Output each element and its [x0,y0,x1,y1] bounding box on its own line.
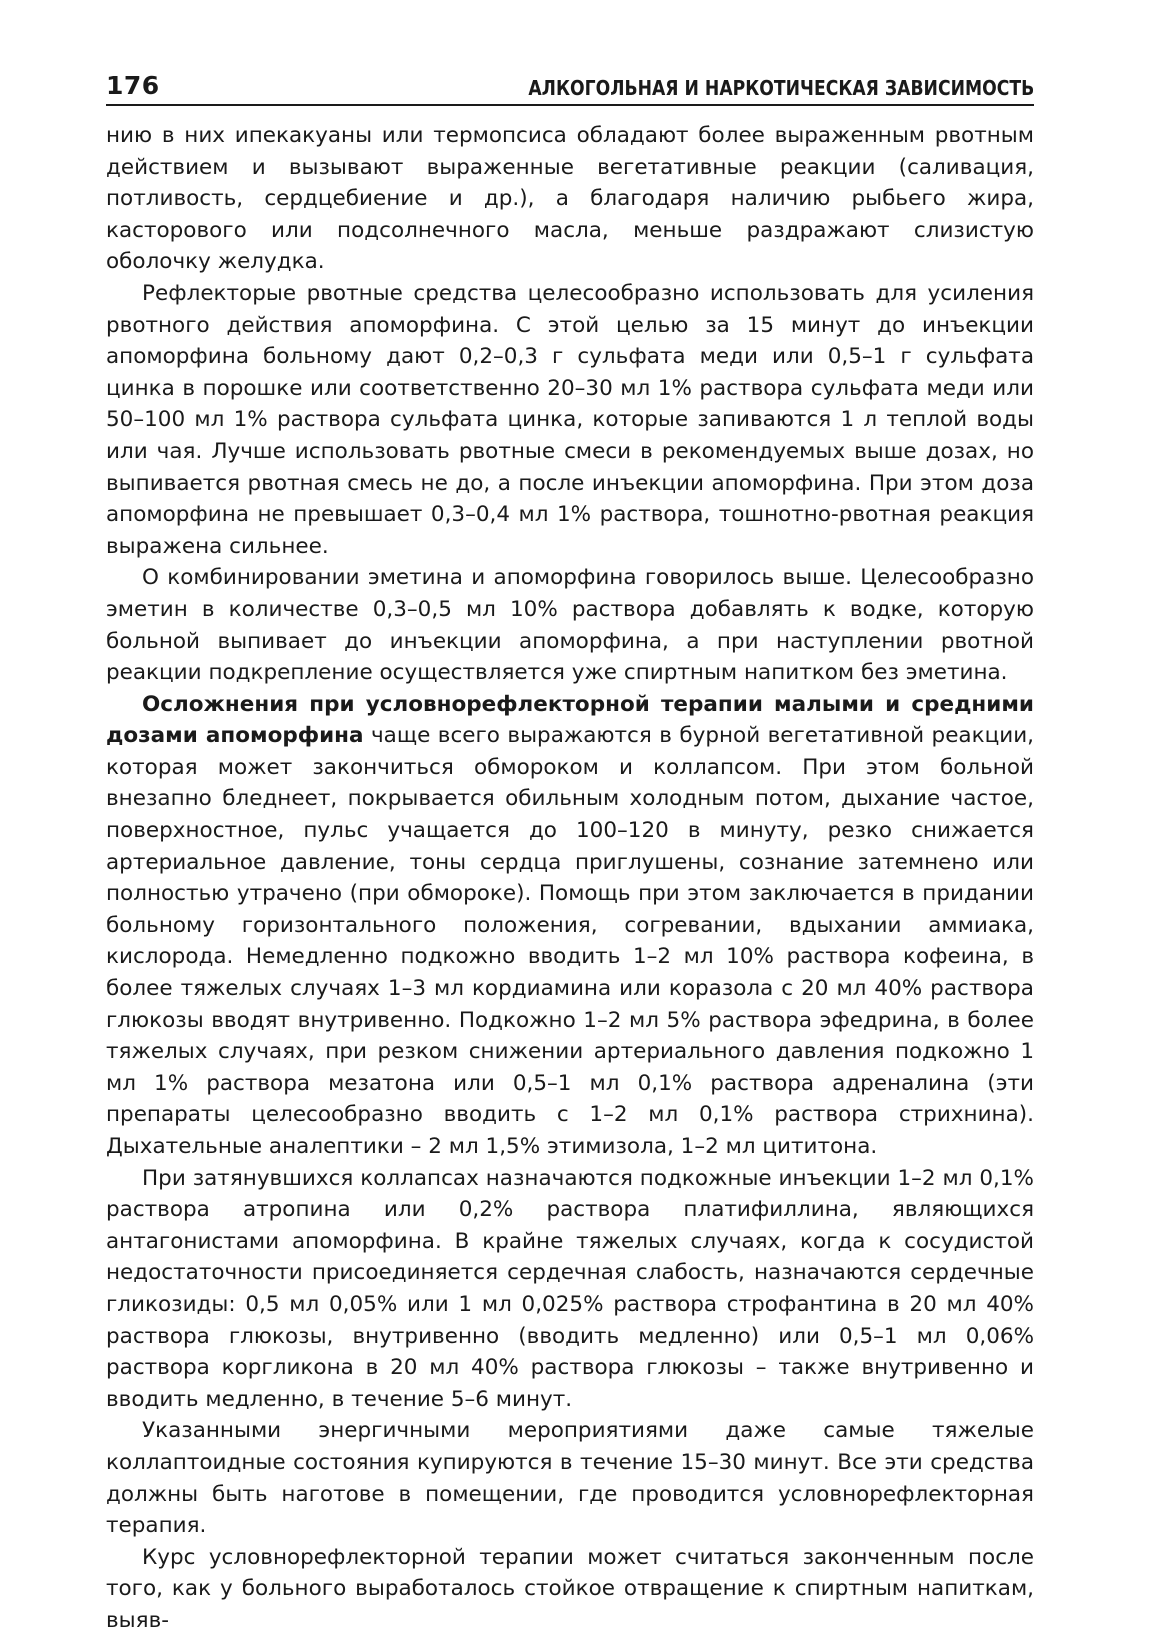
paragraph: нию в них ипекакуаны или термопсиса обладают более выраженным рвотным действием и вызывают выраженные вегетативные реакции (саливация, потливость, сердцебиение и др.), а благодаря наличию рыбьего жира, касторового или подсолнечного масла, меньше раздражают слизистую оболочку желудка. [106,123,1034,275]
paragraph: Курс условнорефлекторной терапии может считаться законченным после того, как у больного выработалось стойкое отвращение к спиртным напиткам, выяв- [106,1544,1034,1633]
page-header [106,60,1034,106]
paragraph-complications [106,689,1034,1163]
paragraph: Рефлекторые рвотные средства целесообразно использовать для усиления рвотного действия апоморфина. С этой целью за 15 минут до инъекции апоморфина больному дают 0,2–0,3 г сульфата меди или 0,5–1 г сульфата цинка в порошке или соответственно 20–30 мл 1% раствора сульфата меди или 50–100 мл 1% раствора сульфата цинка, которые запиваются 1 л теплой воды или чая. Лучше использовать рвотные смеси в рекомендуемых выше дозах, но выпивается рвотная смесь не до, а после инъекции апоморфина. При этом доза апоморфина не превышает 0,3–0,4 мл 1% раствора, тошнотно-рвотная реакция выражена сильнее. [106,280,1034,559]
paragraph: При затянувшихся коллапсах назначаются подкожные инъекции 1–2 мл 0,1% раствора атропина или 0,2% раствора платифиллина, являющихся антагонистами апоморфина. В крайне тяжелых случаях, когда к сосудистой недостаточности присоединяется сердечная слабость, назначаются сердечные гликозиды: 0,5 мл 0,05% или 1 мл 0,025% раствора строфантина в 20 мл 40% раствора глюкозы, внутривенно (вводить медленно) или 0,5–1 мл 0,06% раствора коргликона в 20 мл 40% раствора глюкозы – также внутривенно и вводить медленно, в течение 5–6 минут. [106,1165,1034,1412]
paragraph: Указанными энергичными мероприятиями даже самые тяжелые коллаптоидные состояния купируются в течение 15–30 минут. Все эти средства должны быть наготове в помещении, где проводится условнорефлекторная терапия. [106,1418,1034,1539]
paragraph-text: чаще всего выражаются в бурной вегетативной реакции, которая может закончиться обмороком и коллапсом. При этом больной внезапно бледнеет, покрывается обильным холодным потом, дыхание частое, поверхностное, пульс учащается до 100–120 в минуту, резко снижается артериальное давление, тоны сердца приглушены, сознание затемнено или полностью утрачено (при обмороке). Помощь при этом заключается в придании больному горизонтального положения, согревании, вдыхании аммиака, кислорода. Немедленно подкожно вводить 1–2 мл 10% раствора кофеина, в более тяжелых случаях 1–3 мл кордиамина или коразола с 20 мл 40% раствора глюкозы вводят внутривенно. Подкожно 1–2 мл 5% раствора эфедрина, в более тяжелых случаях, при резком снижении артериального давления подкожно 1 мл 1% раствора мезатона или 0,5–1 мл 0,1% раствора адреналина (эти препараты целесообразно вводить с 1–2 мл 0,1% раствора стрихнина). Дыхательные аналептики – 2 мл 1,5% этимизола, 1–2 мл цититона. [106,723,1034,1159]
book-page [106,60,1034,1637]
paragraph: О комбинировании эметина и апоморфина говорилось выше. Целесообразно эметин в количестве 0,3–0,5 мл 10% раствора добавлять к водке, которую больной выпивает до инъекции апоморфина, а при наступлении рвотной реакции подкрепление осуществляется уже спиртным напитком без эметина. [106,565,1034,686]
running-title: АЛКОГОЛЬНАЯ И НАРКОТИЧЕСКАЯ ЗАВИСИМОСТЬ [528,76,1034,100]
body-text [106,120,1034,1637]
bold-lead-phrase: Осложнения при условнорефлекторной терапии малыми и средними дозами апоморфина [106,691,1034,749]
page-number: 176 [106,71,160,100]
